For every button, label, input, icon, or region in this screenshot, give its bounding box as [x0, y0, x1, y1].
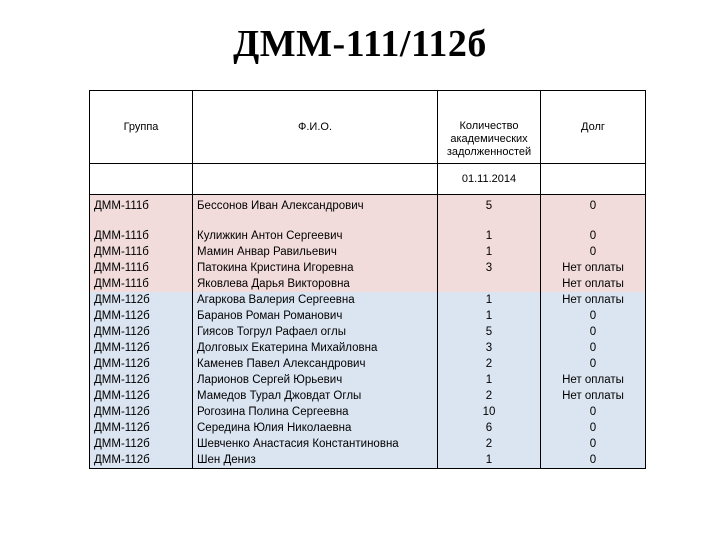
header-name: Ф.И.О.	[193, 91, 438, 164]
table-row	[90, 452, 646, 469]
table-row	[90, 276, 646, 292]
cell-name: Шевченко Анастасия Константиновна	[193, 436, 438, 452]
cell-group: ДММ-111б	[90, 244, 193, 260]
table-row	[90, 195, 646, 218]
cell-name: Рогозина Полина Сергеевна	[193, 404, 438, 420]
cell-debt: 0	[541, 404, 646, 420]
cell-debt: Нет оплаты	[541, 292, 646, 308]
cell-debt: Нет оплаты	[541, 388, 646, 404]
table-row	[90, 308, 646, 324]
cell-count: 2	[438, 388, 541, 404]
cell-name: Кулижкин Антон Сергеевич	[193, 228, 438, 244]
cell-debt: 0	[541, 356, 646, 372]
cell-count: 2	[438, 356, 541, 372]
cell-debt: 0	[541, 244, 646, 260]
spacer-cell	[193, 217, 438, 228]
cell-count: 3	[438, 260, 541, 276]
spacer-cell	[541, 217, 646, 228]
cell-group: ДММ-112б	[90, 388, 193, 404]
cell-count: 6	[438, 420, 541, 436]
table-row	[90, 324, 646, 340]
cell-debt: 0	[541, 340, 646, 356]
cell-name: Долговых Екатерина Михайловна	[193, 340, 438, 356]
table-row	[90, 404, 646, 420]
cell-name: Середина Юлия Николаевна	[193, 420, 438, 436]
cell-count	[438, 276, 541, 292]
cell-name: Бессонов Иван Александрович	[193, 195, 438, 218]
cell-debt: Нет оплаты	[541, 372, 646, 388]
table-row	[90, 340, 646, 356]
date-row-empty-1	[90, 164, 193, 195]
header-date: 01.11.2014	[438, 164, 541, 195]
date-row	[90, 164, 646, 195]
table-row	[90, 372, 646, 388]
cell-debt: 0	[541, 452, 646, 469]
cell-group: ДММ-111б	[90, 276, 193, 292]
cell-group: ДММ-112б	[90, 452, 193, 469]
cell-count: 5	[438, 324, 541, 340]
spacer-cell	[90, 217, 193, 228]
cell-group: ДММ-112б	[90, 404, 193, 420]
debt-table	[89, 90, 646, 469]
date-row-empty-3	[541, 164, 646, 195]
cell-group: ДММ-112б	[90, 372, 193, 388]
cell-debt: 0	[541, 436, 646, 452]
cell-count: 1	[438, 452, 541, 469]
cell-count: 1	[438, 228, 541, 244]
cell-debt: Нет оплаты	[541, 276, 646, 292]
cell-count: 3	[438, 340, 541, 356]
cell-name: Мамин Анвар Равильевич	[193, 244, 438, 260]
table-row	[90, 356, 646, 372]
date-row-empty-2	[193, 164, 438, 195]
cell-count: 10	[438, 404, 541, 420]
cell-count: 2	[438, 436, 541, 452]
cell-count: 1	[438, 308, 541, 324]
cell-group: ДММ-111б	[90, 228, 193, 244]
spacer-cell	[438, 217, 541, 228]
cell-name: Гиясов Тогрул Рафаел оглы	[193, 324, 438, 340]
cell-group: ДММ-112б	[90, 308, 193, 324]
cell-name: Баранов Роман Романович	[193, 308, 438, 324]
cell-group: ДММ-112б	[90, 356, 193, 372]
cell-debt: 0	[541, 420, 646, 436]
cell-count: 1	[438, 244, 541, 260]
cell-debt: 0	[541, 308, 646, 324]
table-row	[90, 260, 646, 276]
cell-count: 1	[438, 292, 541, 308]
header-row	[90, 91, 646, 164]
cell-name: Патокина Кристина Игоревна	[193, 260, 438, 276]
table-row	[90, 292, 646, 308]
cell-name: Ларионов Сергей Юрьевич	[193, 372, 438, 388]
cell-name: Каменев Павел Александрович	[193, 356, 438, 372]
cell-group: ДММ-112б	[90, 292, 193, 308]
header-debt: Долг	[541, 91, 646, 164]
cell-debt: 0	[541, 324, 646, 340]
cell-group: ДММ-112б	[90, 324, 193, 340]
cell-count: 5	[438, 195, 541, 218]
cell-name: Мамедов Турал Джовдат Оглы	[193, 388, 438, 404]
cell-group: ДММ-112б	[90, 340, 193, 356]
header-count: Количество академических задолженностей	[438, 91, 541, 164]
table-row	[90, 244, 646, 260]
table-row	[90, 420, 646, 436]
cell-debt: 0	[541, 195, 646, 218]
table-row	[90, 388, 646, 404]
cell-name: Яковлева Дарья Викторовна	[193, 276, 438, 292]
spacer-row	[90, 217, 646, 228]
table-row	[90, 436, 646, 452]
table-row	[90, 228, 646, 244]
header-group: Группа	[90, 91, 193, 164]
cell-group: ДММ-112б	[90, 420, 193, 436]
cell-group: ДММ-111б	[90, 260, 193, 276]
cell-name: Агаркова Валерия Сергеевна	[193, 292, 438, 308]
cell-debt: Нет оплаты	[541, 260, 646, 276]
cell-debt: 0	[541, 228, 646, 244]
cell-group: ДММ-111б	[90, 195, 193, 218]
cell-group: ДММ-112б	[90, 436, 193, 452]
page-title: ДММ-111/112б	[233, 23, 487, 65]
cell-count: 1	[438, 372, 541, 388]
cell-name: Шен Дениз	[193, 452, 438, 469]
